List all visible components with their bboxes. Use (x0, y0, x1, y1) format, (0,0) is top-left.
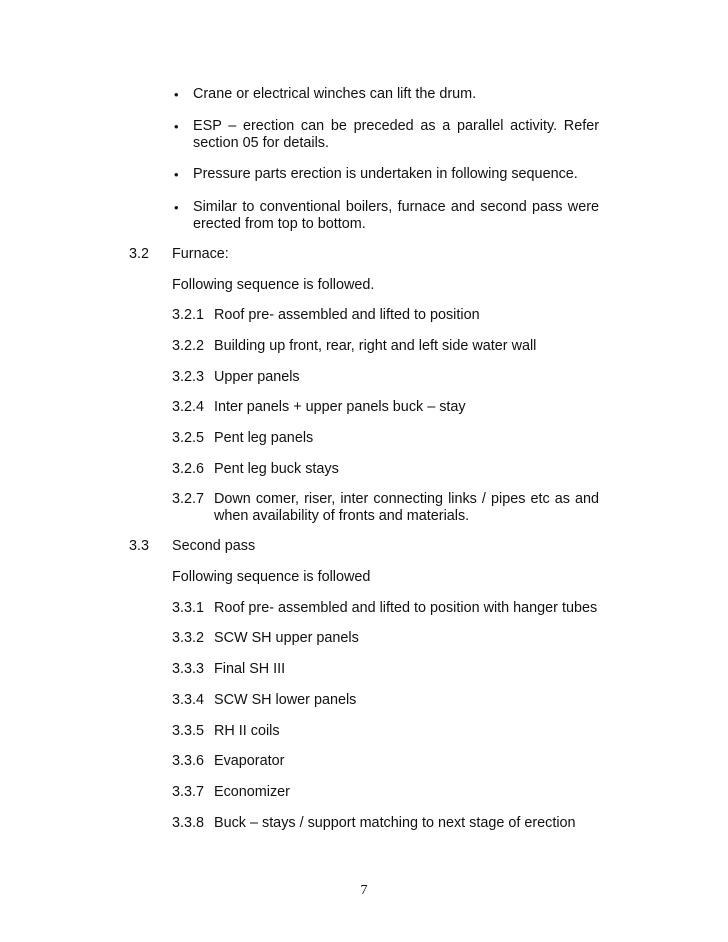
bullet-marker: • (174, 200, 179, 215)
item-text: Inter panels + upper panels buck – stay (214, 399, 466, 415)
item-text: Buck – stays / support matching to next stage of erection (214, 815, 576, 831)
item-number: 3.3.8 (172, 815, 205, 831)
item-number: 3.3.4 (172, 692, 205, 708)
item-text: SCW SH upper panels (214, 630, 359, 646)
item-text: Upper panels (214, 369, 300, 385)
bullet-text: Similar to conventional boilers, furnace and second pass were erected from top to bottom. (193, 199, 599, 232)
item-text: Down comer, riser, inter connecting links / pipes etc as and when availability of fronts and materials. (214, 491, 599, 524)
item-number: 3.3.6 (172, 753, 205, 769)
section-intro: Following sequence is followed. (172, 277, 375, 293)
item-text: Economizer (214, 784, 290, 800)
section-intro: Following sequence is followed (172, 569, 371, 585)
item-number: 3.2.5 (172, 430, 205, 446)
bullet-marker: • (174, 87, 179, 102)
item-text: Roof pre- assembled and lifted to position with hanger tubes (214, 600, 598, 616)
item-number: 3.3.1 (172, 600, 205, 616)
item-number: 3.2.7 (172, 491, 205, 507)
item-number: 3.2.3 (172, 369, 205, 385)
item-text: Roof pre- assembled and lifted to position (214, 307, 480, 323)
item-text: RH II coils (214, 723, 280, 739)
page-number: 7 (360, 883, 368, 898)
bullet-marker: • (174, 119, 179, 134)
section-title: Second pass (172, 538, 256, 554)
item-text: Evaporator (214, 753, 285, 769)
bullet-text: Pressure parts erection is undertaken in following sequence. (193, 166, 578, 182)
section-number: 3.3 (129, 538, 150, 554)
item-number: 3.3.2 (172, 630, 205, 646)
item-text: Pent leg buck stays (214, 461, 339, 477)
bullet-text: ESP – erection can be preceded as a parallel activity. Refer section 05 for details. (193, 118, 599, 151)
item-number: 3.2.1 (172, 307, 205, 323)
item-number: 3.3.5 (172, 723, 205, 739)
item-number: 3.2.6 (172, 461, 205, 477)
item-text: Building up front, rear, right and left side water wall (214, 338, 537, 354)
section-title: Furnace: (172, 246, 229, 262)
item-number: 3.3.3 (172, 661, 205, 677)
item-number: 3.2.2 (172, 338, 205, 354)
item-text: Final SH III (214, 661, 286, 677)
item-number: 3.3.7 (172, 784, 205, 800)
bullet-text: Crane or electrical winches can lift the drum. (193, 86, 477, 102)
item-number: 3.2.4 (172, 399, 205, 415)
section-number: 3.2 (129, 246, 150, 262)
item-text: SCW SH lower panels (214, 692, 357, 708)
bullet-marker: • (174, 167, 179, 182)
item-text: Pent leg panels (214, 430, 314, 446)
